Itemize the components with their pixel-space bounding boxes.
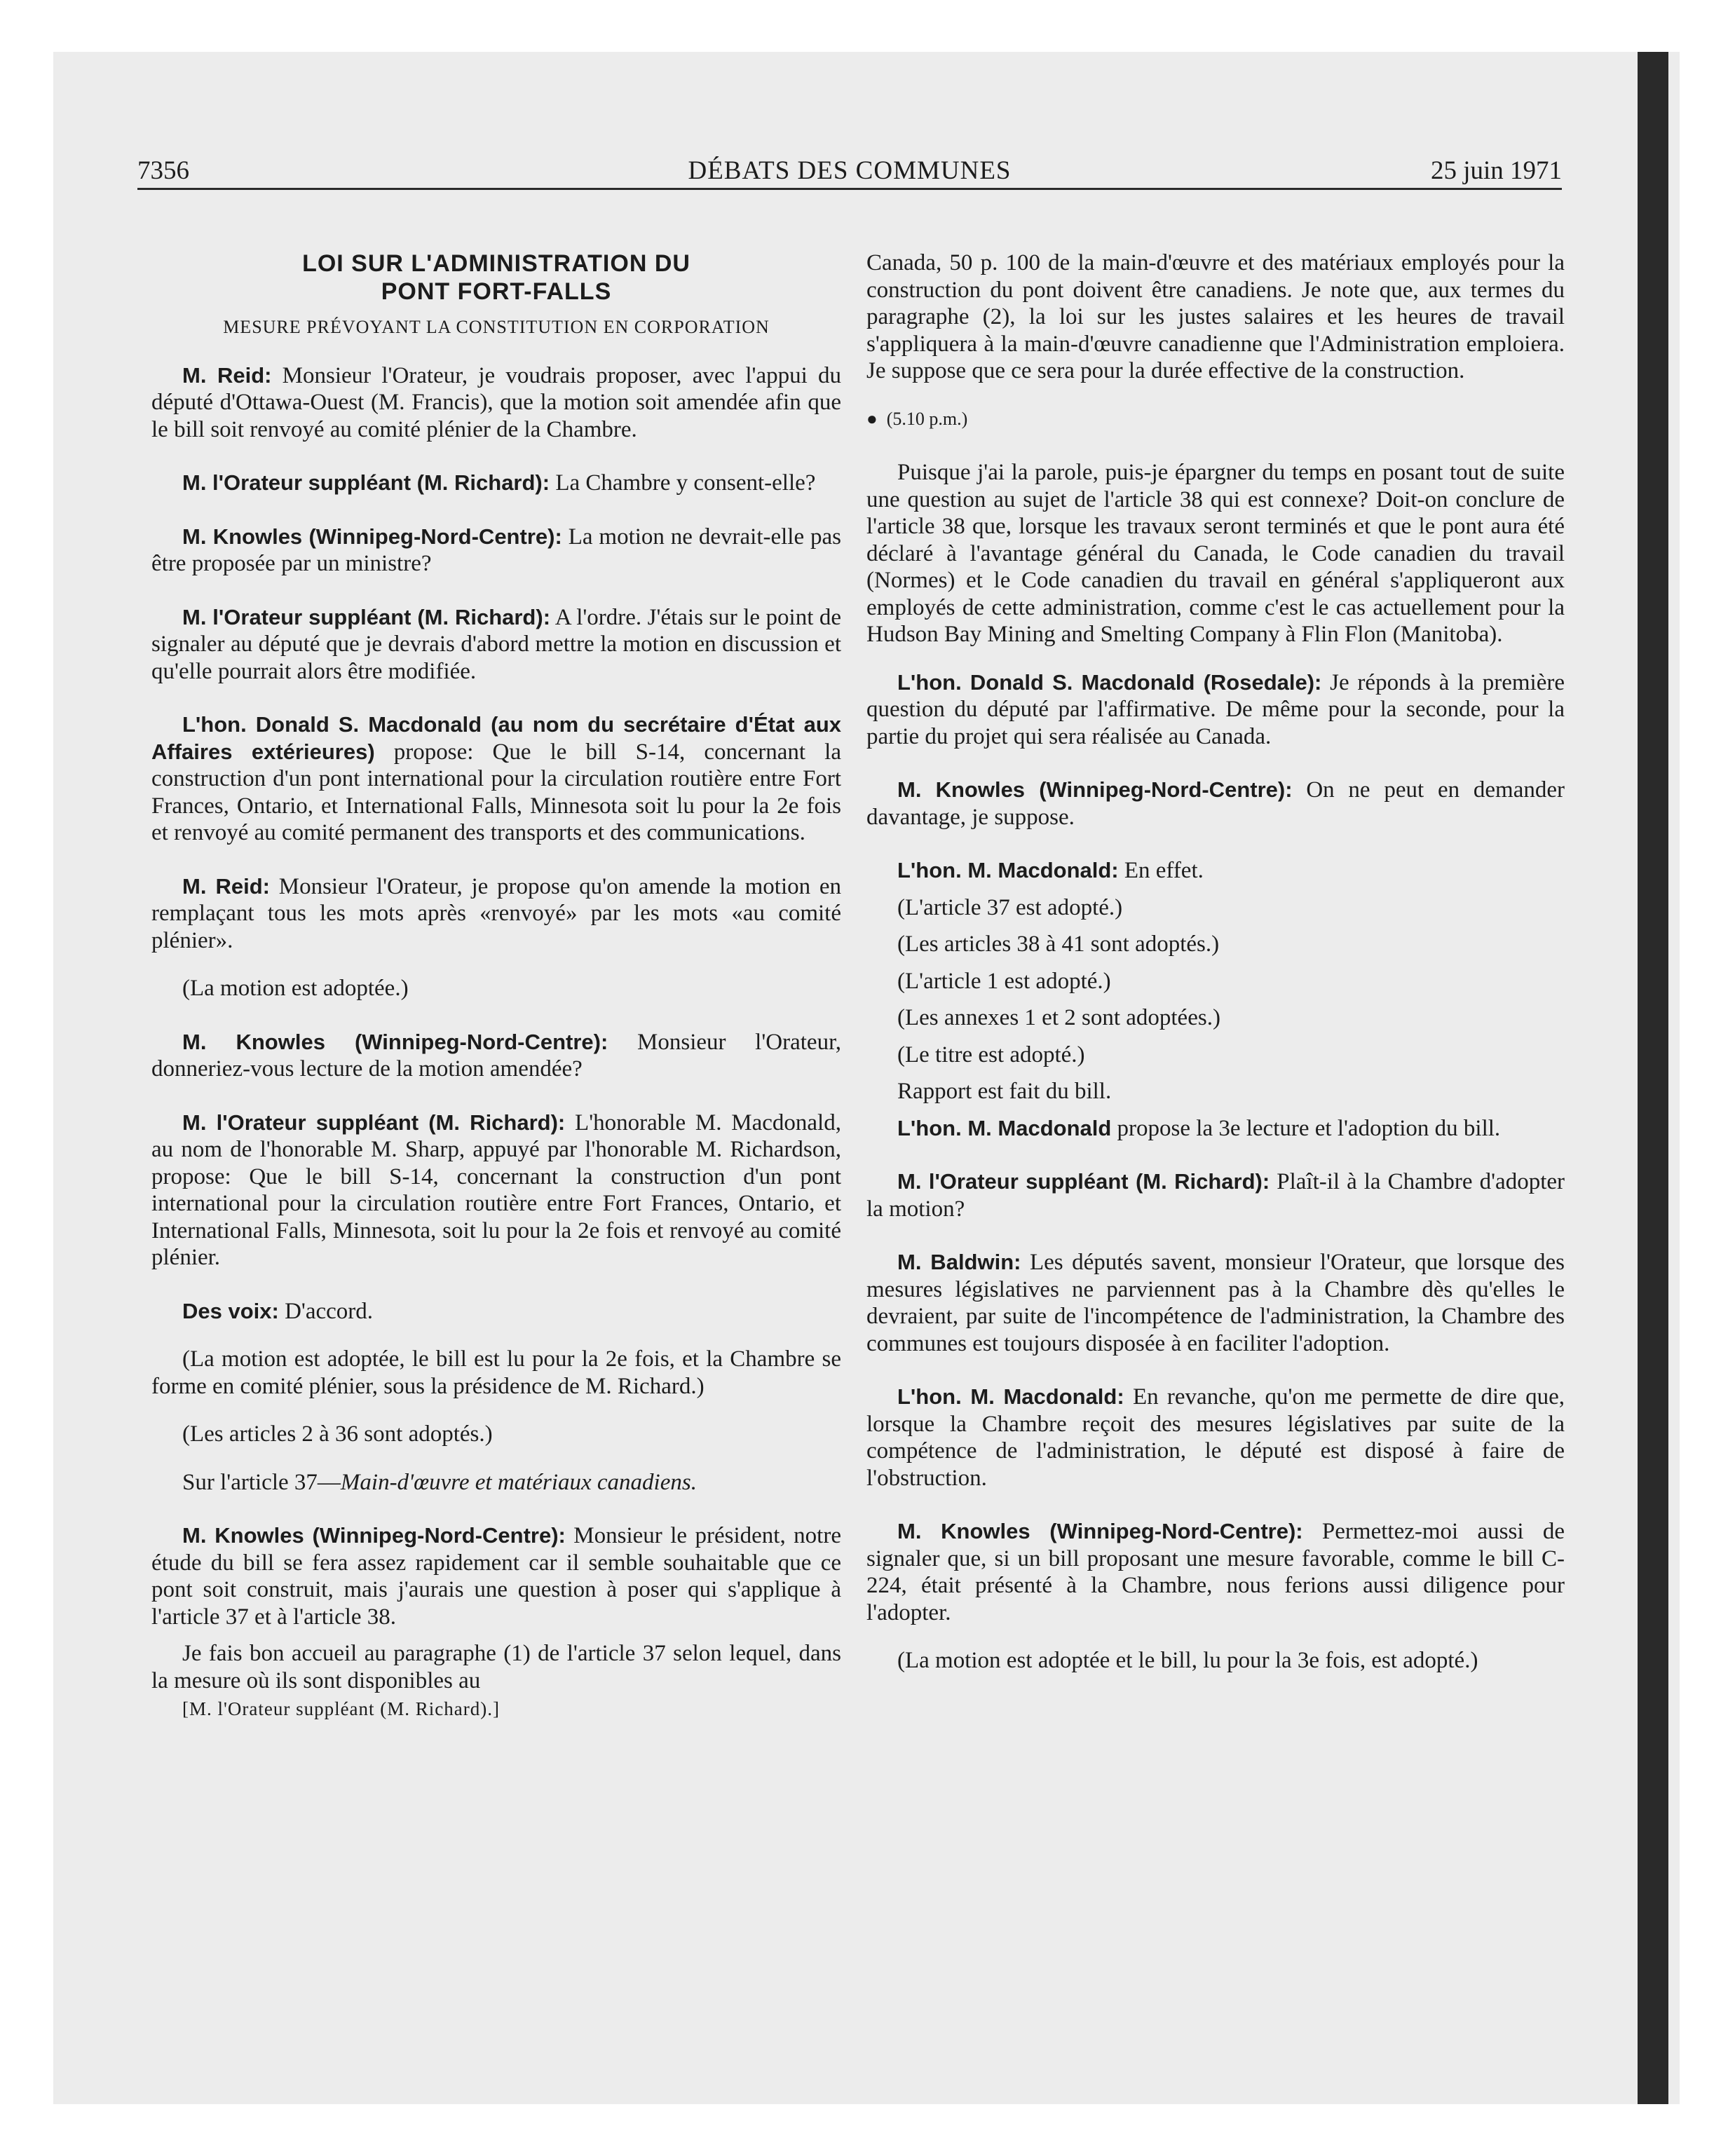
- paragraph: M. Baldwin: Les députés savent, monsieur l'Orateur, que lorsque des mesures législatives ne parviennent pas à la Chambre dès qu'elles le devraient, par suite de l'incompétence de l'administration, la Chambre des communes est toujours disposée à en faciliter l'adoption.: [866, 1250, 1565, 1356]
- speaker: M. Baldwin:: [897, 1250, 1021, 1274]
- paragraph: L'hon. M. Macdonald propose la 3e lecture et l'adoption du bill.: [897, 1115, 1501, 1141]
- right-column: [866, 250, 1565, 1674]
- section-title: LOI SUR L'ADMINISTRATION DU PONT FORT-FALLS: [302, 250, 690, 305]
- paragraph: M. Reid: Monsieur l'Orateur, je voudrais proposer, avec l'appui du député d'Ottawa-Ouest (M. Francis), que la motion soit amendée afin que le bill soit renvoyé au comité plénier de la Chambre.: [151, 362, 841, 442]
- speaker: M. Knowles (Winnipeg-Nord-Centre):: [182, 524, 562, 549]
- scan-edge-bar: [1638, 52, 1668, 2104]
- paragraph: Sur l'article 37—Main-d'œuvre et matériaux canadiens.: [182, 1469, 697, 1495]
- paragraph: L'hon. M. Macdonald: En revanche, qu'on me permette de dire que, lorsque la Chambre reçoit des mesures législatives par suite de la compétence de l'administration, le député est disposé à faire de l'obstruction.: [866, 1384, 1565, 1491]
- paragraph: M. l'Orateur suppléant (M. Richard): L'honorable M. Macdonald, au nom de l'honorable M. Sharp, appuyé par l'honorable M. Richardson, propose: Que le bill S-14, concernant la construction d'un pont international pour la circulation routière entre Fort Frances, Ontario, et International Falls, Minnesota, soit lu pour la 2e fois et renvoyé au comité plénier.: [151, 1110, 841, 1270]
- speaker: L'hon. Donald S. Macdonald (Rosedale):: [897, 669, 1322, 695]
- paragraph: M. l'Orateur suppléant (M. Richard): A l'ordre. J'étais sur le point de signaler au député que je devrais d'abord mettre la motion en discussion et qu'elle pourrait alors être modifiée.: [151, 604, 841, 684]
- paragraph: L'hon. Donald S. Macdonald (au nom du secrétaire d'État aux Affaires extérieures) propose: Que le bill S-14, concernant la construction d'un pont international pour la circulation routière entre Fort Frances, Ontario, et International Falls, Minnesota soit lu pour la 2e fois et renvoyé au comité permanent des transports et des communications.: [151, 712, 841, 845]
- speaker: M. Reid:: [182, 873, 271, 899]
- paragraph: M. l'Orateur suppléant (M. Richard): La Chambre y consent-elle?: [182, 470, 816, 496]
- paragraph: Je fais bon accueil au paragraphe (1) de l'article 37 selon lequel, dans la mesure où ils sont disponibles au: [151, 1641, 841, 1693]
- speaker: L'hon. M. Macdonald:: [897, 1384, 1124, 1409]
- paragraph: Rapport est fait du bill.: [897, 1079, 1112, 1104]
- bullet-icon: ●: [866, 408, 887, 429]
- speaker: L'hon. M. Macdonald:: [897, 858, 1119, 882]
- speaker: M. Knowles (Winnipeg-Nord-Centre):: [182, 1523, 566, 1548]
- procedural-note: (Le titre est adopté.): [897, 1042, 1085, 1067]
- speaker: M. Knowles (Winnipeg-Nord-Centre):: [182, 1029, 608, 1054]
- page-number: 7356: [137, 156, 189, 185]
- paragraph: M. Knowles (Winnipeg-Nord-Centre): Monsieur l'Orateur, donneriez-vous lecture de la motion amendée?: [151, 1029, 841, 1082]
- speaker: M. Knowles (Winnipeg-Nord-Centre):: [897, 777, 1293, 802]
- speaker: M. Reid:: [182, 362, 272, 388]
- procedural-note: (L'article 37 est adopté.): [897, 894, 1123, 920]
- paragraph: M. Reid: Monsieur l'Orateur, je propose qu'on amende la motion en remplaçant tous les mots après «renvoyé» par les mots «au comité plénier».: [151, 873, 841, 953]
- speaker: M. l'Orateur suppléant (M. Richard):: [182, 1110, 566, 1135]
- page-date: 25 juin 1971: [1430, 156, 1562, 185]
- procedural-note: (Les articles 38 à 41 sont adoptés.): [897, 932, 1220, 957]
- paragraph: M. Knowles (Winnipeg-Nord-Centre): Monsieur le président, notre étude du bill se fera assez rapidement car il semble souhaitable que ce pont soit construit, mais j'aurais une question à poser qui s'applique à l'article 37 et à l'article 38.: [151, 1523, 841, 1630]
- section-subtitle: MESURE PRÉVOYANT LA CONSTITUTION EN CORPORATION: [223, 317, 770, 337]
- left-column: [151, 250, 841, 1723]
- procedural-note: (Les annexes 1 et 2 sont adoptées.): [897, 1005, 1220, 1030]
- paragraph: M. l'Orateur suppléant (M. Richard): Plaît-il à la Chambre d'adopter la motion?: [866, 1169, 1565, 1222]
- paragraph: Puisque j'ai la parole, puis-je épargner du temps en posant tout de suite une question au sujet de l'article 38 qui est connexe? Doit-on conclure de l'article 38 que, lorsque les travaux seront terminés et que le pont aura été déclaré à l'avantage général du Canada, le Code canadien du travail (Normes) et le Code canadien du travail en général s'appliqueront aux employés de cette administration, comme c'est le cas actuellement pour la Hudson Bay Mining and Smelting Company à Flin Flon (Manitoba).: [866, 460, 1565, 647]
- procedural-note: (La motion est adoptée, le bill est lu pour la 2e fois, et la Chambre se forme en comité plénier, sous la présidence de M. Richard.): [151, 1346, 841, 1399]
- procedural-note: (Les articles 2 à 36 sont adoptés.): [182, 1421, 493, 1447]
- procedural-note: (La motion est adoptée.): [182, 976, 409, 1001]
- publication-title: DÉBATS DES COMMUNES: [688, 156, 1012, 185]
- paragraph: Des voix: D'accord.: [182, 1298, 374, 1324]
- speaker: M. l'Orateur suppléant (M. Richard):: [897, 1169, 1270, 1194]
- paragraph: M. Knowles (Winnipeg-Nord-Centre): Permettez-moi aussi de signaler que, si un bill proposant une mesure favorable, comme le bill C-224, était présenté à la Chambre, nous ferions aussi diligence pour l'adopter.: [866, 1519, 1565, 1625]
- procedural-note: (L'article 1 est adopté.): [897, 968, 1111, 994]
- speaker: L'hon. Donald S. Macdonald (au nom du secrétaire d'État aux Affaires extérieures): [151, 712, 841, 764]
- speaker: Des voix:: [182, 1298, 279, 1323]
- speaker: M. l'Orateur suppléant (M. Richard):: [182, 470, 550, 495]
- paragraph: L'hon. Donald S. Macdonald (Rosedale): Je réponds à la première question du député par l'affirmative. De même pour la seconde, pour la partie du projet qui sera réalisée au Canada.: [866, 669, 1565, 749]
- time-marker: ● (5.10 p.m.): [866, 408, 968, 429]
- speaker: M. Knowles (Winnipeg-Nord-Centre):: [897, 1519, 1303, 1543]
- procedural-note: (La motion est adoptée et le bill, lu pour la 3e fois, est adopté.): [897, 1648, 1478, 1673]
- paragraph: Canada, 50 p. 100 de la main-d'œuvre et des matériaux employés pour la construction du pont doivent être canadiens. Je note que, aux termes du paragraphe (2), la loi sur les justes salaires et les heures de travail s'appliquera à la main-d'œuvre canadienne que l'Administration emploiera. Je suppose que ce sera pour la durée effective de la construction.: [866, 250, 1565, 383]
- speaker: L'hon. M. Macdonald: [897, 1115, 1112, 1140]
- page-header: [137, 156, 1562, 190]
- paragraph: L'hon. M. Macdonald: En effet.: [897, 858, 1204, 883]
- paragraph: M. Knowles (Winnipeg-Nord-Centre): On ne peut en demander davantage, je suppose.: [866, 777, 1565, 830]
- speaker: M. l'Orateur suppléant (M. Richard):: [182, 604, 551, 629]
- paragraph: M. Knowles (Winnipeg-Nord-Centre): La motion ne devrait-elle pas être proposée par un ministre?: [151, 524, 841, 576]
- footer-note: [M. l'Orateur suppléant (M. Richard).]: [182, 1698, 500, 1719]
